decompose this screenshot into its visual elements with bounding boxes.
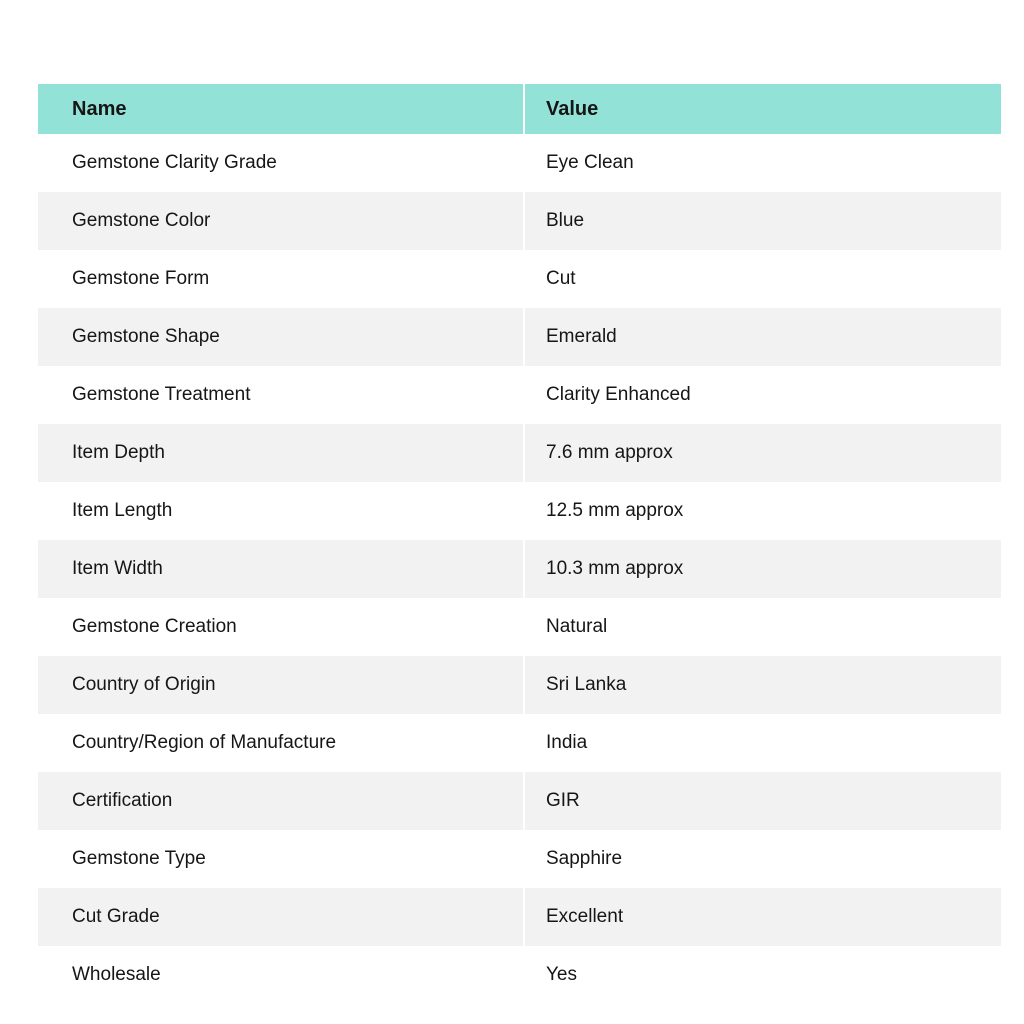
table-row — [38, 656, 1001, 714]
table-head — [38, 84, 1001, 134]
table-row — [38, 540, 1001, 598]
table-row — [38, 250, 1001, 308]
value-cell: India — [524, 714, 1001, 772]
value-cell: Sapphire — [524, 830, 1001, 888]
table-row — [38, 714, 1001, 772]
name-cell: Gemstone Clarity Grade — [38, 134, 524, 192]
table-row — [38, 772, 1001, 830]
value-cell: Emerald — [524, 308, 1001, 366]
value-cell: Yes — [524, 946, 1001, 1004]
name-cell: Gemstone Creation — [38, 598, 524, 656]
value-cell: Natural — [524, 598, 1001, 656]
table-row — [38, 598, 1001, 656]
table-row — [38, 424, 1001, 482]
table-header-row — [38, 84, 1001, 134]
name-cell: Certification — [38, 772, 524, 830]
table-row — [38, 482, 1001, 540]
table-row — [38, 366, 1001, 424]
name-cell: Gemstone Shape — [38, 308, 524, 366]
name-cell: Gemstone Form — [38, 250, 524, 308]
name-cell: Item Depth — [38, 424, 524, 482]
name-cell: Wholesale — [38, 946, 524, 1004]
table-row — [38, 888, 1001, 946]
name-cell: Item Length — [38, 482, 524, 540]
table-row — [38, 946, 1001, 1004]
table-row — [38, 308, 1001, 366]
table-row — [38, 192, 1001, 250]
name-cell: Gemstone Color — [38, 192, 524, 250]
value-cell: Blue — [524, 192, 1001, 250]
value-cell: 7.6 mm approx — [524, 424, 1001, 482]
value-cell: Eye Clean — [524, 134, 1001, 192]
name-cell: Cut Grade — [38, 888, 524, 946]
value-cell: Excellent — [524, 888, 1001, 946]
value-cell: GIR — [524, 772, 1001, 830]
header-cell-name: Name — [38, 84, 524, 134]
value-cell: Sri Lanka — [524, 656, 1001, 714]
value-cell: Clarity Enhanced — [524, 366, 1001, 424]
name-cell: Gemstone Treatment — [38, 366, 524, 424]
value-cell: Cut — [524, 250, 1001, 308]
name-cell: Item Width — [38, 540, 524, 598]
item-specifics-table — [38, 84, 1001, 1004]
name-cell: Country/Region of Manufacture — [38, 714, 524, 772]
name-cell: Gemstone Type — [38, 830, 524, 888]
table-row — [38, 134, 1001, 192]
name-cell: Country of Origin — [38, 656, 524, 714]
header-cell-value: Value — [524, 84, 1001, 134]
value-cell: 12.5 mm approx — [524, 482, 1001, 540]
table-row — [38, 830, 1001, 888]
value-cell: 10.3 mm approx — [524, 540, 1001, 598]
table-body — [38, 134, 1001, 1004]
